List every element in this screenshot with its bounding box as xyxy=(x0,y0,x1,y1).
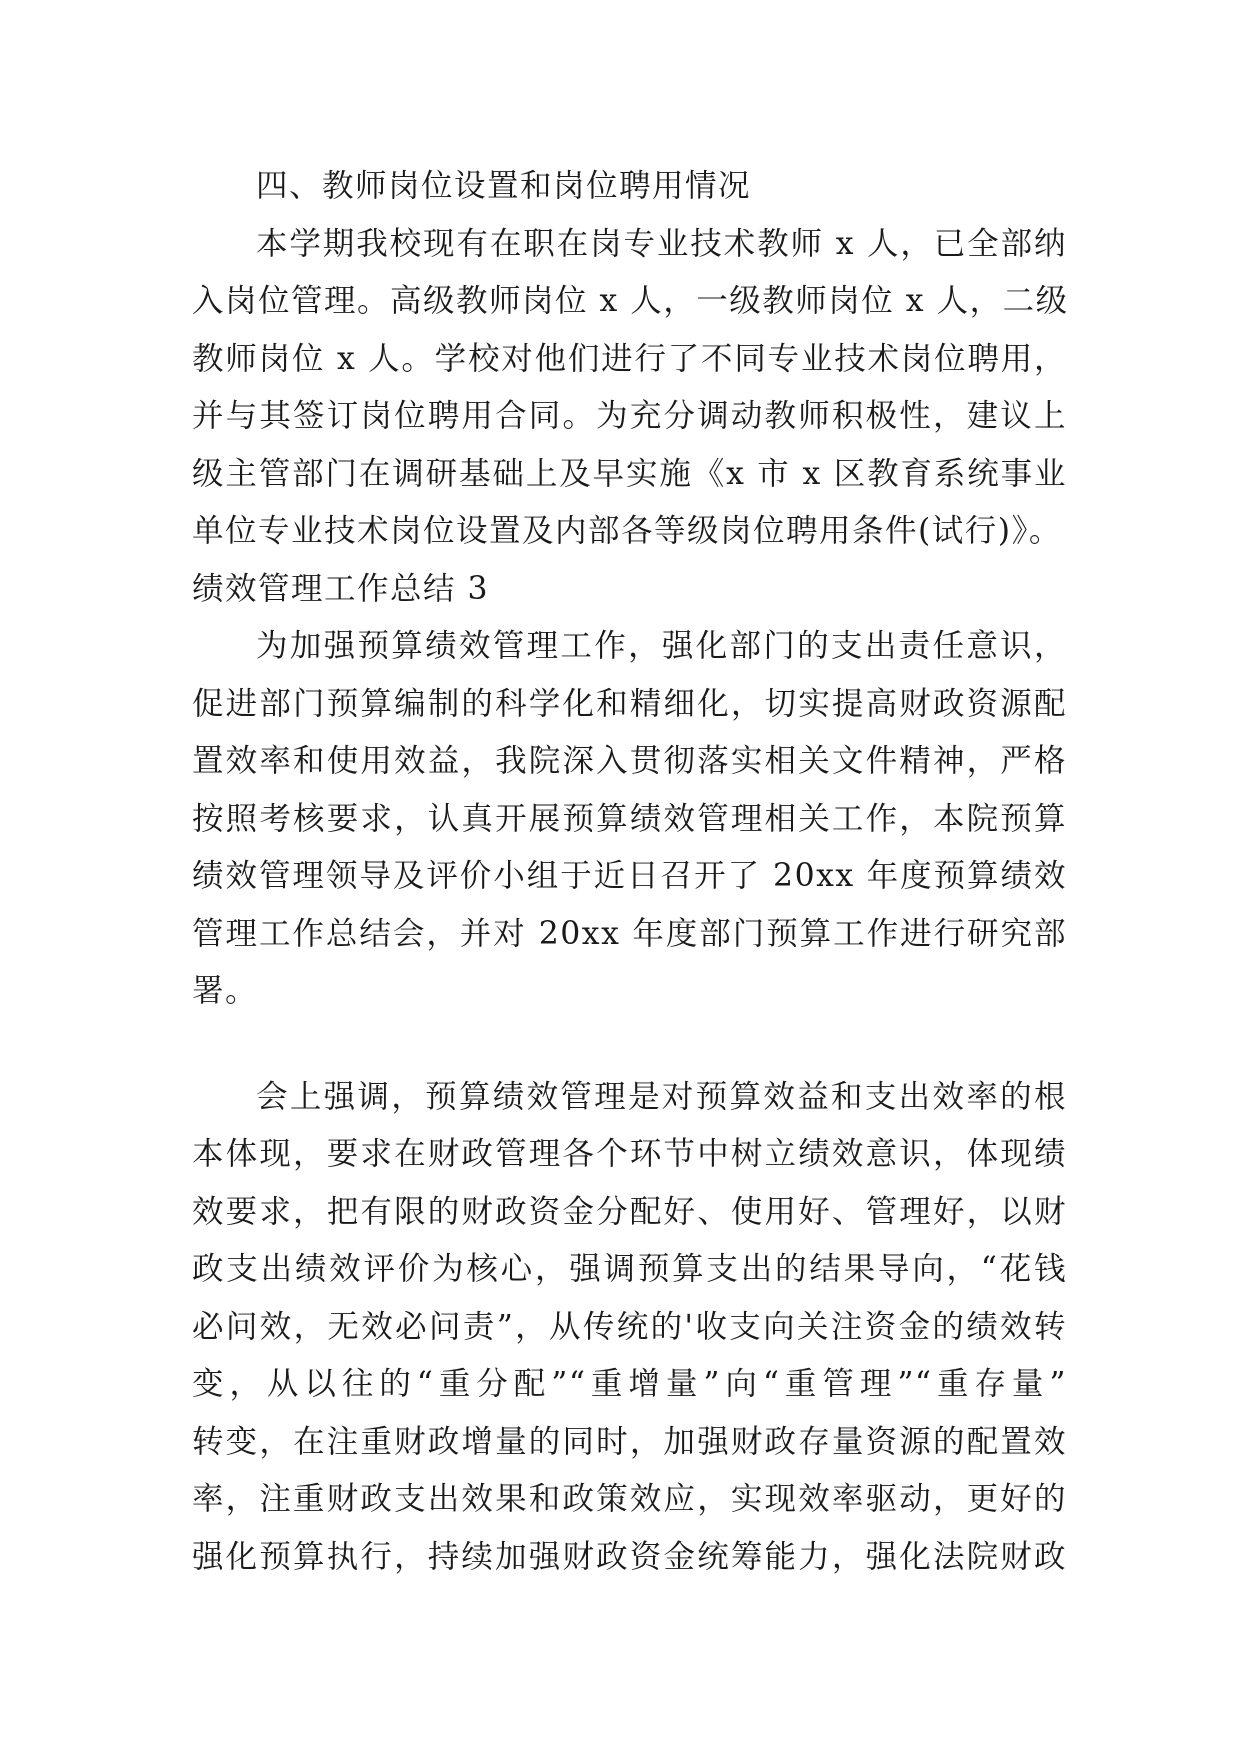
paragraph-line: 置效率和使用效益，我院深入贯彻落实相关文件精神，严格 xyxy=(192,743,1067,779)
paragraph-line: 按照考核要求，认真开展预算绩效管理相关工作，本院预算 xyxy=(192,800,1067,837)
paragraph-line: 率，注重财政支出效果和政策效应，实现效率驱动，更好的 xyxy=(192,1481,1067,1517)
paragraph-line: 管理工作总结会，并对 20xx 年度部门预算工作进行研究部 xyxy=(192,915,1067,952)
paragraph-line: 为加强预算绩效管理工作，强化部门的支出责任意识， xyxy=(256,628,1067,664)
paragraph-spacer xyxy=(192,1021,1067,1069)
paragraph-line: 本学期我校现有在职在岗专业技术教师 x 人，已全部纳 xyxy=(256,225,1067,262)
paragraph-line: 必问效，无效必问责”，从传统的'收支向关注资金的绩效转 xyxy=(192,1308,1067,1345)
paragraph-line: 绩效管理领导及评价小组于近日召开了 20xx 年度预算绩效 xyxy=(192,858,1067,894)
paragraph-line: 促进部门预算编制的科学化和精细化，切实提高财政资源配 xyxy=(192,685,1067,722)
paragraph-line: 变，从以往的“重分配”“重增量”向“重管理”“重存量” xyxy=(192,1366,1067,1402)
paragraph-line: 政支出绩效评价为核心，强调预算支出的结果导向，“花钱 xyxy=(192,1251,1067,1287)
paragraph-line: 效要求，把有限的财政资金分配好、使用好、管理好，以财 xyxy=(192,1193,1067,1230)
paragraph-line: 教师岗位 x 人。学校对他们进行了不同专业技术岗位聘用， xyxy=(192,340,1067,377)
paragraph-line: 署。 xyxy=(192,973,259,1009)
paragraph-line: 级主管部门在调研基础上及早实施《x 市 x 区教育系统事业 xyxy=(192,455,1067,492)
section-heading: 四、教师岗位设置和岗位聘用情况 xyxy=(256,168,752,204)
paragraph-line: 入岗位管理。高级教师岗位 x 人，一级教师岗位 x 人，二级 xyxy=(192,283,1069,319)
paragraph-line: 单位专业技术岗位设置及内部各等级岗位聘用条件(试行)》。 xyxy=(192,513,1062,549)
paragraph-line: 本体现，要求在财政管理各个环节中树立绩效意识，体现绩 xyxy=(192,1136,1067,1172)
document-body xyxy=(192,158,1067,1586)
paragraph-line: 强化预算执行，持续加强财政资金统筹能力，强化法院财政 xyxy=(192,1538,1067,1575)
section-title: 绩效管理工作总结 3 xyxy=(192,570,490,607)
paragraph-line: 转变，在注重财政增量的同时，加强财政存量资源的配置效 xyxy=(192,1423,1067,1460)
paragraph-line: 会上强调，预算绩效管理是对预算效益和支出效率的根 xyxy=(256,1078,1067,1115)
paragraph-line: 并与其签订岗位聘用合同。为充分调动教师积极性，建议上 xyxy=(192,398,1067,434)
